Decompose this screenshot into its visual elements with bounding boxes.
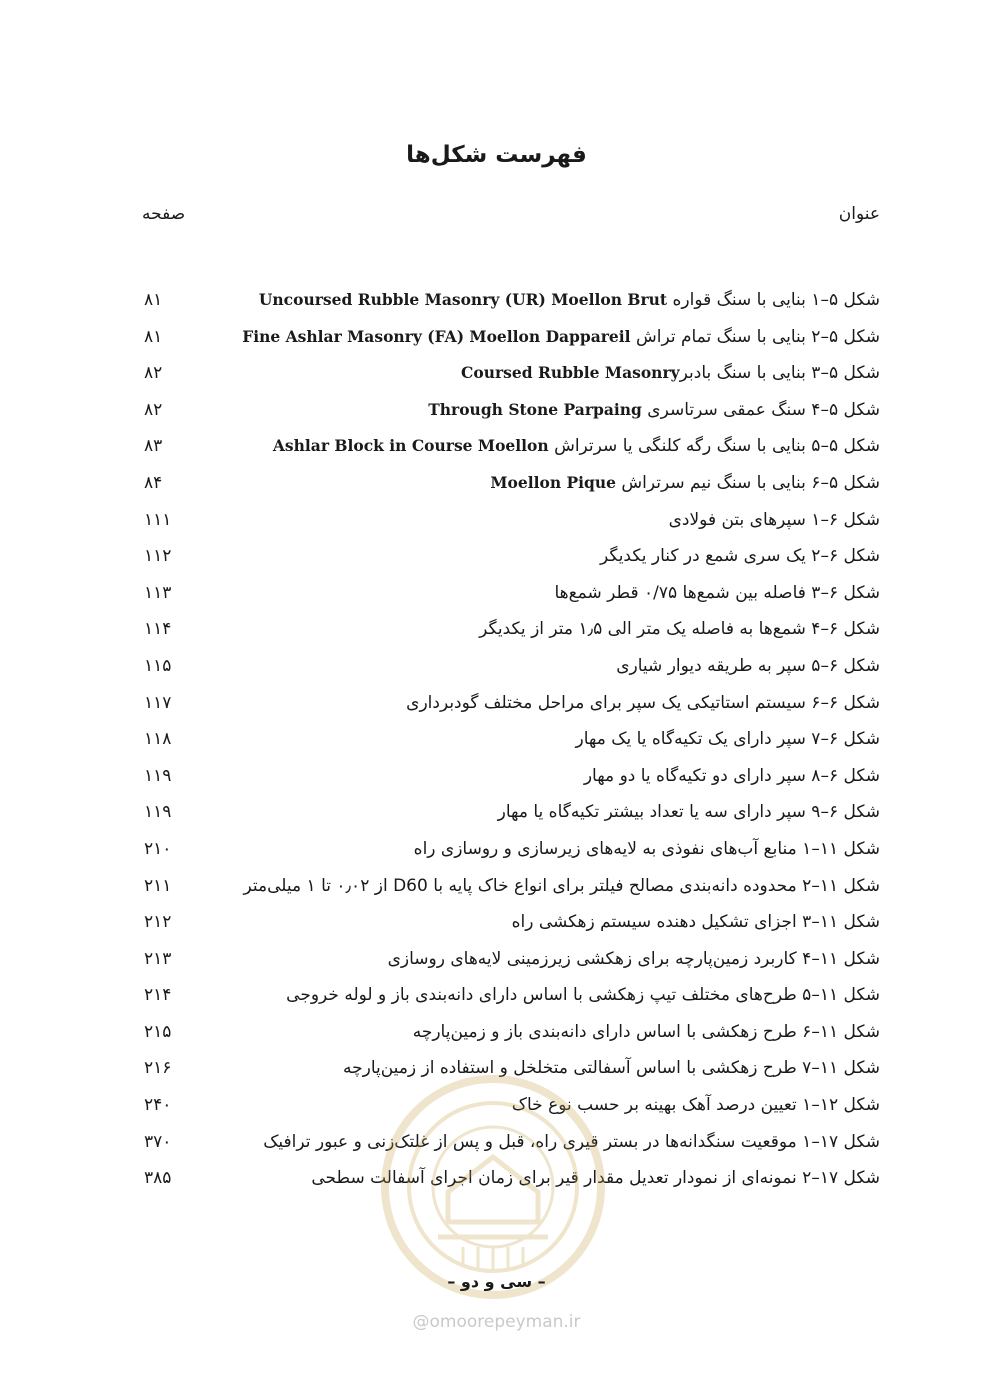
figure-caption-english: Fine Ashlar Masonry (FA) Moellon Dappareil (242, 326, 631, 346)
figure-caption (273, 428, 880, 465)
toc-row (0, 685, 993, 722)
page-number: ۲۱۶ (144, 1058, 172, 1079)
figure-caption-persian: شکل ۶–۲ یک سری شمع در کنار یکدیگر (599, 546, 880, 567)
toc-row (0, 721, 993, 758)
figure-caption (576, 721, 881, 758)
toc-row (0, 1014, 993, 1051)
toc-row (0, 392, 993, 429)
figure-caption-persian: شکل ۶–۵ سپر به طریقه دیوار شیاری (616, 655, 880, 676)
page-number: ۱۱۳ (144, 582, 172, 603)
figure-caption (461, 355, 880, 392)
page-number: ۲۱۳ (144, 948, 172, 969)
figure-caption-persian: شکل ۱۱–۲ محدوده دانه‌بندی مصالح فیلتر برای انواع خاک پایه با D60 از ۰٫۰۲ تا ۱ میلی‌متر (243, 875, 880, 896)
page-number: ۱۱۲ (144, 546, 172, 567)
page-title: فهرست شکل‌ها (406, 142, 587, 168)
toc-row (0, 355, 993, 392)
toc-row (0, 868, 993, 905)
toc-row (0, 575, 993, 612)
figure-caption-persian: شکل ۱۱–۶ طرح زهکشی با اساس دارای دانه‌بندی باز و زمین‌پارچه (412, 1021, 880, 1042)
toc-row (0, 831, 993, 868)
figure-caption-persian: شکل ۵–۴ سنگ عمقی سرتاسری (641, 399, 880, 420)
page-number: ۳۸۵ (144, 1168, 172, 1189)
figure-caption-persian: شکل ۵–۶ بنایی با سنگ نیم سرتراش (616, 472, 880, 493)
figure-caption (554, 575, 880, 612)
figure-caption-persian: شکل ۱۷–۲ نمونه‌ای از نمودار تعدیل مقدار قیر برای زمان اجرای آسفالت سطحی (311, 1168, 880, 1189)
page-number: ۲۱۲ (144, 912, 172, 933)
figure-caption (413, 1014, 880, 1051)
figure-caption (616, 648, 880, 685)
figure-caption-persian: شکل ۶–۳ فاصله بین شمع‌ها ۰/۷۵ قطر شمع‌ها (554, 582, 880, 603)
figure-caption (286, 977, 880, 1014)
figure-list (0, 282, 993, 1197)
toc-row (0, 794, 993, 831)
page-number: ۸۱ (144, 326, 163, 347)
figure-caption-persian: شکل ۶–۹ سپر دارای سه یا تعداد بیشتر تکیه‌گاه یا مهار (497, 802, 880, 823)
figure-caption-persian: شکل ۶–۱ سپرهای بتن فولادی (668, 509, 880, 530)
page-number: ۱۱۸ (144, 729, 172, 750)
page-number: ۱۱۴ (144, 619, 172, 640)
toc-row (0, 977, 993, 1014)
figure-caption-persian: شکل ۵–۳ بنایی با سنگ بادبر (679, 363, 880, 384)
figure-caption-persian: شکل ۱۱–۷ طرح زهکشی با اساس آسفالتی متخلخل و استفاده از زمین‌پارچه (343, 1058, 880, 1079)
figure-caption-persian: شکل ۱۲–۱ تعیین درصد آهک بهینه بر حسب نوع خاک (511, 1095, 880, 1116)
page-number: ۱۱۹ (144, 802, 172, 823)
toc-row (0, 758, 993, 795)
page-number: ۲۱۰ (144, 838, 172, 859)
figure-caption-persian: شکل ۵–۵ بنایی با سنگ رگه کلنگی یا سرتراش (548, 436, 880, 457)
column-header-title: عنوان (838, 204, 880, 224)
figure-caption (259, 282, 880, 319)
toc-row (0, 1124, 993, 1161)
figure-caption-english: Through Stone Parpaing (428, 399, 642, 419)
toc-row (0, 941, 993, 978)
toc-row (0, 611, 993, 648)
toc-row (0, 1160, 993, 1197)
figure-caption-persian: شکل ۱۷–۱ موقعیت سنگدانه‌ها در بستر قیری راه، قبل و پس از غلتک‌زنی و عبور ترافیک (263, 1131, 880, 1152)
figure-caption (498, 794, 880, 831)
figure-caption-persian: شکل ۶–۷ سپر دارای یک تکیه‌گاه یا یک مهار (575, 729, 880, 750)
page-number: ۸۲ (144, 363, 163, 384)
figure-caption (388, 941, 880, 978)
toc-row (0, 465, 993, 502)
figure-caption (242, 319, 880, 356)
page-number: ۲۱۱ (144, 875, 172, 896)
page-number-footer: – سی و دو – (447, 1272, 546, 1291)
page-number: ۲۱۵ (144, 1021, 172, 1042)
figure-caption-persian: شکل ۶–۴ شمع‌ها به فاصله یک متر الی ۱٫۵ متر از یکدیگر (479, 619, 880, 640)
page-number: ۸۴ (144, 472, 163, 493)
figure-caption (311, 1160, 880, 1197)
page-number: ۱۱۷ (144, 692, 172, 713)
figure-caption (669, 502, 880, 539)
page-number: ۲۱۴ (144, 985, 172, 1006)
figure-caption-persian: شکل ۱۱–۱ منابع آب‌های نفوذی به لایه‌های زیرسازی و روسازی راه (413, 838, 880, 859)
toc-row (0, 282, 993, 319)
watermark-text: @omoorepeyman.ir (412, 1312, 581, 1332)
figure-caption (343, 1050, 880, 1087)
page-number: ۱۱۱ (144, 509, 172, 530)
toc-row (0, 1050, 993, 1087)
figure-caption (428, 392, 880, 429)
figure-caption (263, 1124, 880, 1161)
toc-row (0, 428, 993, 465)
figure-caption (479, 611, 880, 648)
page-number: ۸۱ (144, 290, 163, 310)
figure-caption-persian: شکل ۶–۸ سپر دارای دو تکیه‌گاه یا دو مهار (583, 765, 880, 786)
toc-row (0, 538, 993, 575)
page-number: ۸۲ (144, 399, 163, 420)
page-number: ۳۷۰ (144, 1131, 172, 1152)
figure-caption-persian: شکل ۵–۲ بنایی با سنگ تمام تراش (630, 326, 880, 347)
figure-caption-persian: شکل ۱۱–۵ طرح‌های مختلف تیپ زهکشی با اساس دارای دانه‌بندی باز و لوله خروجی (286, 985, 880, 1006)
figure-caption (406, 685, 880, 722)
figure-caption (243, 868, 880, 905)
figure-caption (584, 758, 880, 795)
toc-row (0, 319, 993, 356)
figure-caption (490, 465, 880, 502)
figure-caption (512, 1087, 880, 1124)
figure-caption-english: Moellon Pique (490, 472, 617, 492)
page-number: ۲۴۰ (144, 1095, 172, 1116)
figure-caption-english: Uncoursed Rubble Masonry (UR) Moellon Brut (258, 290, 668, 309)
toc-row (0, 1087, 993, 1124)
figure-caption-persian: شکل ۱۱–۴ کاربرد زمین‌پارچه برای زهکشی زیرزمینی لایه‌های روسازی (387, 948, 880, 969)
page-number: ۱۱۵ (144, 655, 172, 676)
figure-caption (414, 831, 880, 868)
page-number: ۱۱۹ (144, 765, 172, 786)
figure-caption-persian: شکل ۱۱–۳ اجزای تشکیل دهنده سیستم زهکشی راه (511, 912, 880, 933)
page-number: ۸۳ (144, 436, 163, 457)
figure-caption (512, 904, 880, 941)
figure-caption (600, 538, 880, 575)
figure-caption-persian: شکل ۶–۶ سیستم استاتیکی یک سپر برای مراحل مختلف گودبرداری (406, 692, 880, 713)
figure-caption-english: Coursed Rubble Masonry (461, 363, 680, 383)
toc-row (0, 904, 993, 941)
toc-row (0, 648, 993, 685)
figure-caption-english: Ashlar Block in Course Moellon (272, 436, 549, 456)
column-header-page: صفحه (142, 204, 186, 224)
figure-caption-persian: شکل ۵–۱ بنایی با سنگ قواره (667, 290, 880, 310)
toc-row (0, 502, 993, 539)
